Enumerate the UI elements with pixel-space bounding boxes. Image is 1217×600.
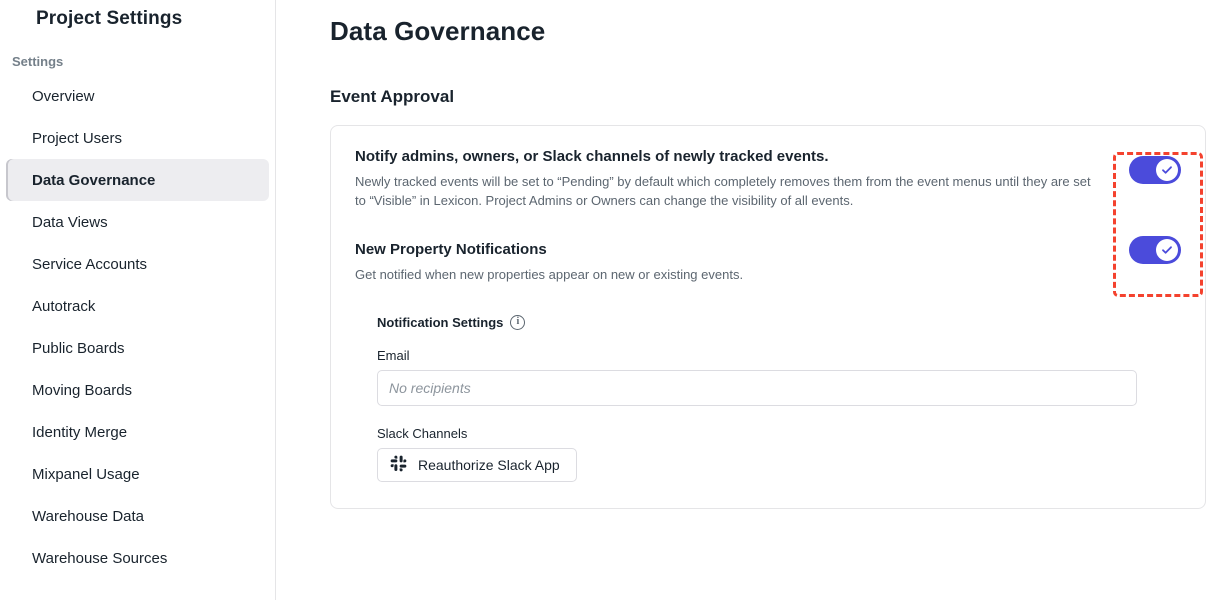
sidebar-item-label: Data Governance <box>32 171 156 189</box>
notify-admins-toggle[interactable] <box>1129 156 1181 184</box>
email-field-group <box>377 348 1181 406</box>
sidebar-item-project-users[interactable] <box>6 117 269 159</box>
sidebar-item-public-boards[interactable] <box>6 327 269 369</box>
email-recipients-input[interactable] <box>377 370 1137 406</box>
sidebar-item-label: Public Boards <box>32 339 125 357</box>
sidebar-item-moving-boards[interactable] <box>6 369 269 411</box>
sidebar-item-warehouse-data[interactable] <box>6 495 269 537</box>
sidebar-title: Project Settings <box>36 8 183 29</box>
sidebar-item-label: Service Accounts <box>32 255 148 273</box>
setting-notify-admins-toggle-wrap <box>1129 156 1181 189</box>
page-title: Data Governance <box>330 16 546 46</box>
section-title-event-approval: Event Approval <box>330 87 455 106</box>
event-approval-card <box>330 125 1206 509</box>
sidebar-item-label: Identity Merge <box>32 423 128 441</box>
setting-notify-admins-heading: Notify admins, owners, or Slack channels of newly tracked events. <box>355 148 829 165</box>
setting-new-property-texts <box>355 241 743 285</box>
reauthorize-slack-app-button[interactable] <box>377 448 577 482</box>
slack-channels-label: Slack Channels <box>377 425 468 441</box>
sidebar-item-warehouse-sources[interactable] <box>6 537 269 579</box>
email-field-label: Email <box>377 347 410 363</box>
sidebar-nav <box>0 75 275 579</box>
slack-icon <box>390 455 407 475</box>
sidebar-item-identity-merge[interactable] <box>6 411 269 453</box>
setting-new-property-description: Get notified when new properties appear on new or existing events. <box>355 266 744 282</box>
sidebar-item-label: Warehouse Data <box>32 507 145 525</box>
sidebar-item-label: Data Views <box>32 213 108 231</box>
check-icon <box>1161 164 1173 176</box>
slack-glyph <box>390 455 407 472</box>
sidebar-item-label: Warehouse Sources <box>32 549 168 567</box>
sidebar <box>0 0 276 600</box>
reauthorize-slack-app-label: Reauthorize Slack App <box>418 456 560 473</box>
sidebar-item-label: Autotrack <box>32 297 96 315</box>
sidebar-item-autotrack[interactable] <box>6 285 269 327</box>
sidebar-item-label: Project Users <box>32 129 123 147</box>
new-property-notifications-toggle[interactable] <box>1129 236 1181 264</box>
sidebar-item-label: Overview <box>32 87 95 105</box>
sidebar-item-mixpanel-usage[interactable] <box>6 453 269 495</box>
notification-settings-heading: Notification Settings <box>377 314 504 330</box>
sidebar-section-label: Settings <box>12 54 64 69</box>
sidebar-item-overview[interactable] <box>6 75 269 117</box>
setting-notify-admins-description: Newly tracked events will be set to “Pending” by default which completely removes them from the event menus until they are set to “Visible” in Lexicon. Project Admins or Owners can change the visibility of all events. <box>355 174 1091 208</box>
toggle-knob <box>1156 159 1178 181</box>
sidebar-item-data-governance[interactable] <box>6 159 269 201</box>
notification-settings-block <box>377 315 1181 482</box>
toggle-knob <box>1156 239 1178 261</box>
sidebar-item-label: Mixpanel Usage <box>32 465 140 483</box>
setting-notify-admins-texts <box>355 148 1095 211</box>
sidebar-item-data-views[interactable] <box>6 201 269 243</box>
setting-new-property-heading: New Property Notifications <box>355 240 547 258</box>
sidebar-item-service-accounts[interactable] <box>6 243 269 285</box>
sidebar-item-label: Moving Boards <box>32 381 133 399</box>
check-icon <box>1161 244 1173 256</box>
info-icon[interactable]: i <box>510 315 525 330</box>
slack-field-group <box>377 426 1181 482</box>
setting-new-property-toggle-wrap <box>1129 236 1181 269</box>
notification-settings-heading-row <box>377 315 1181 330</box>
setting-notify-admins <box>355 148 1181 211</box>
setting-new-property-notifications <box>355 241 1181 285</box>
main-content <box>276 0 1217 600</box>
